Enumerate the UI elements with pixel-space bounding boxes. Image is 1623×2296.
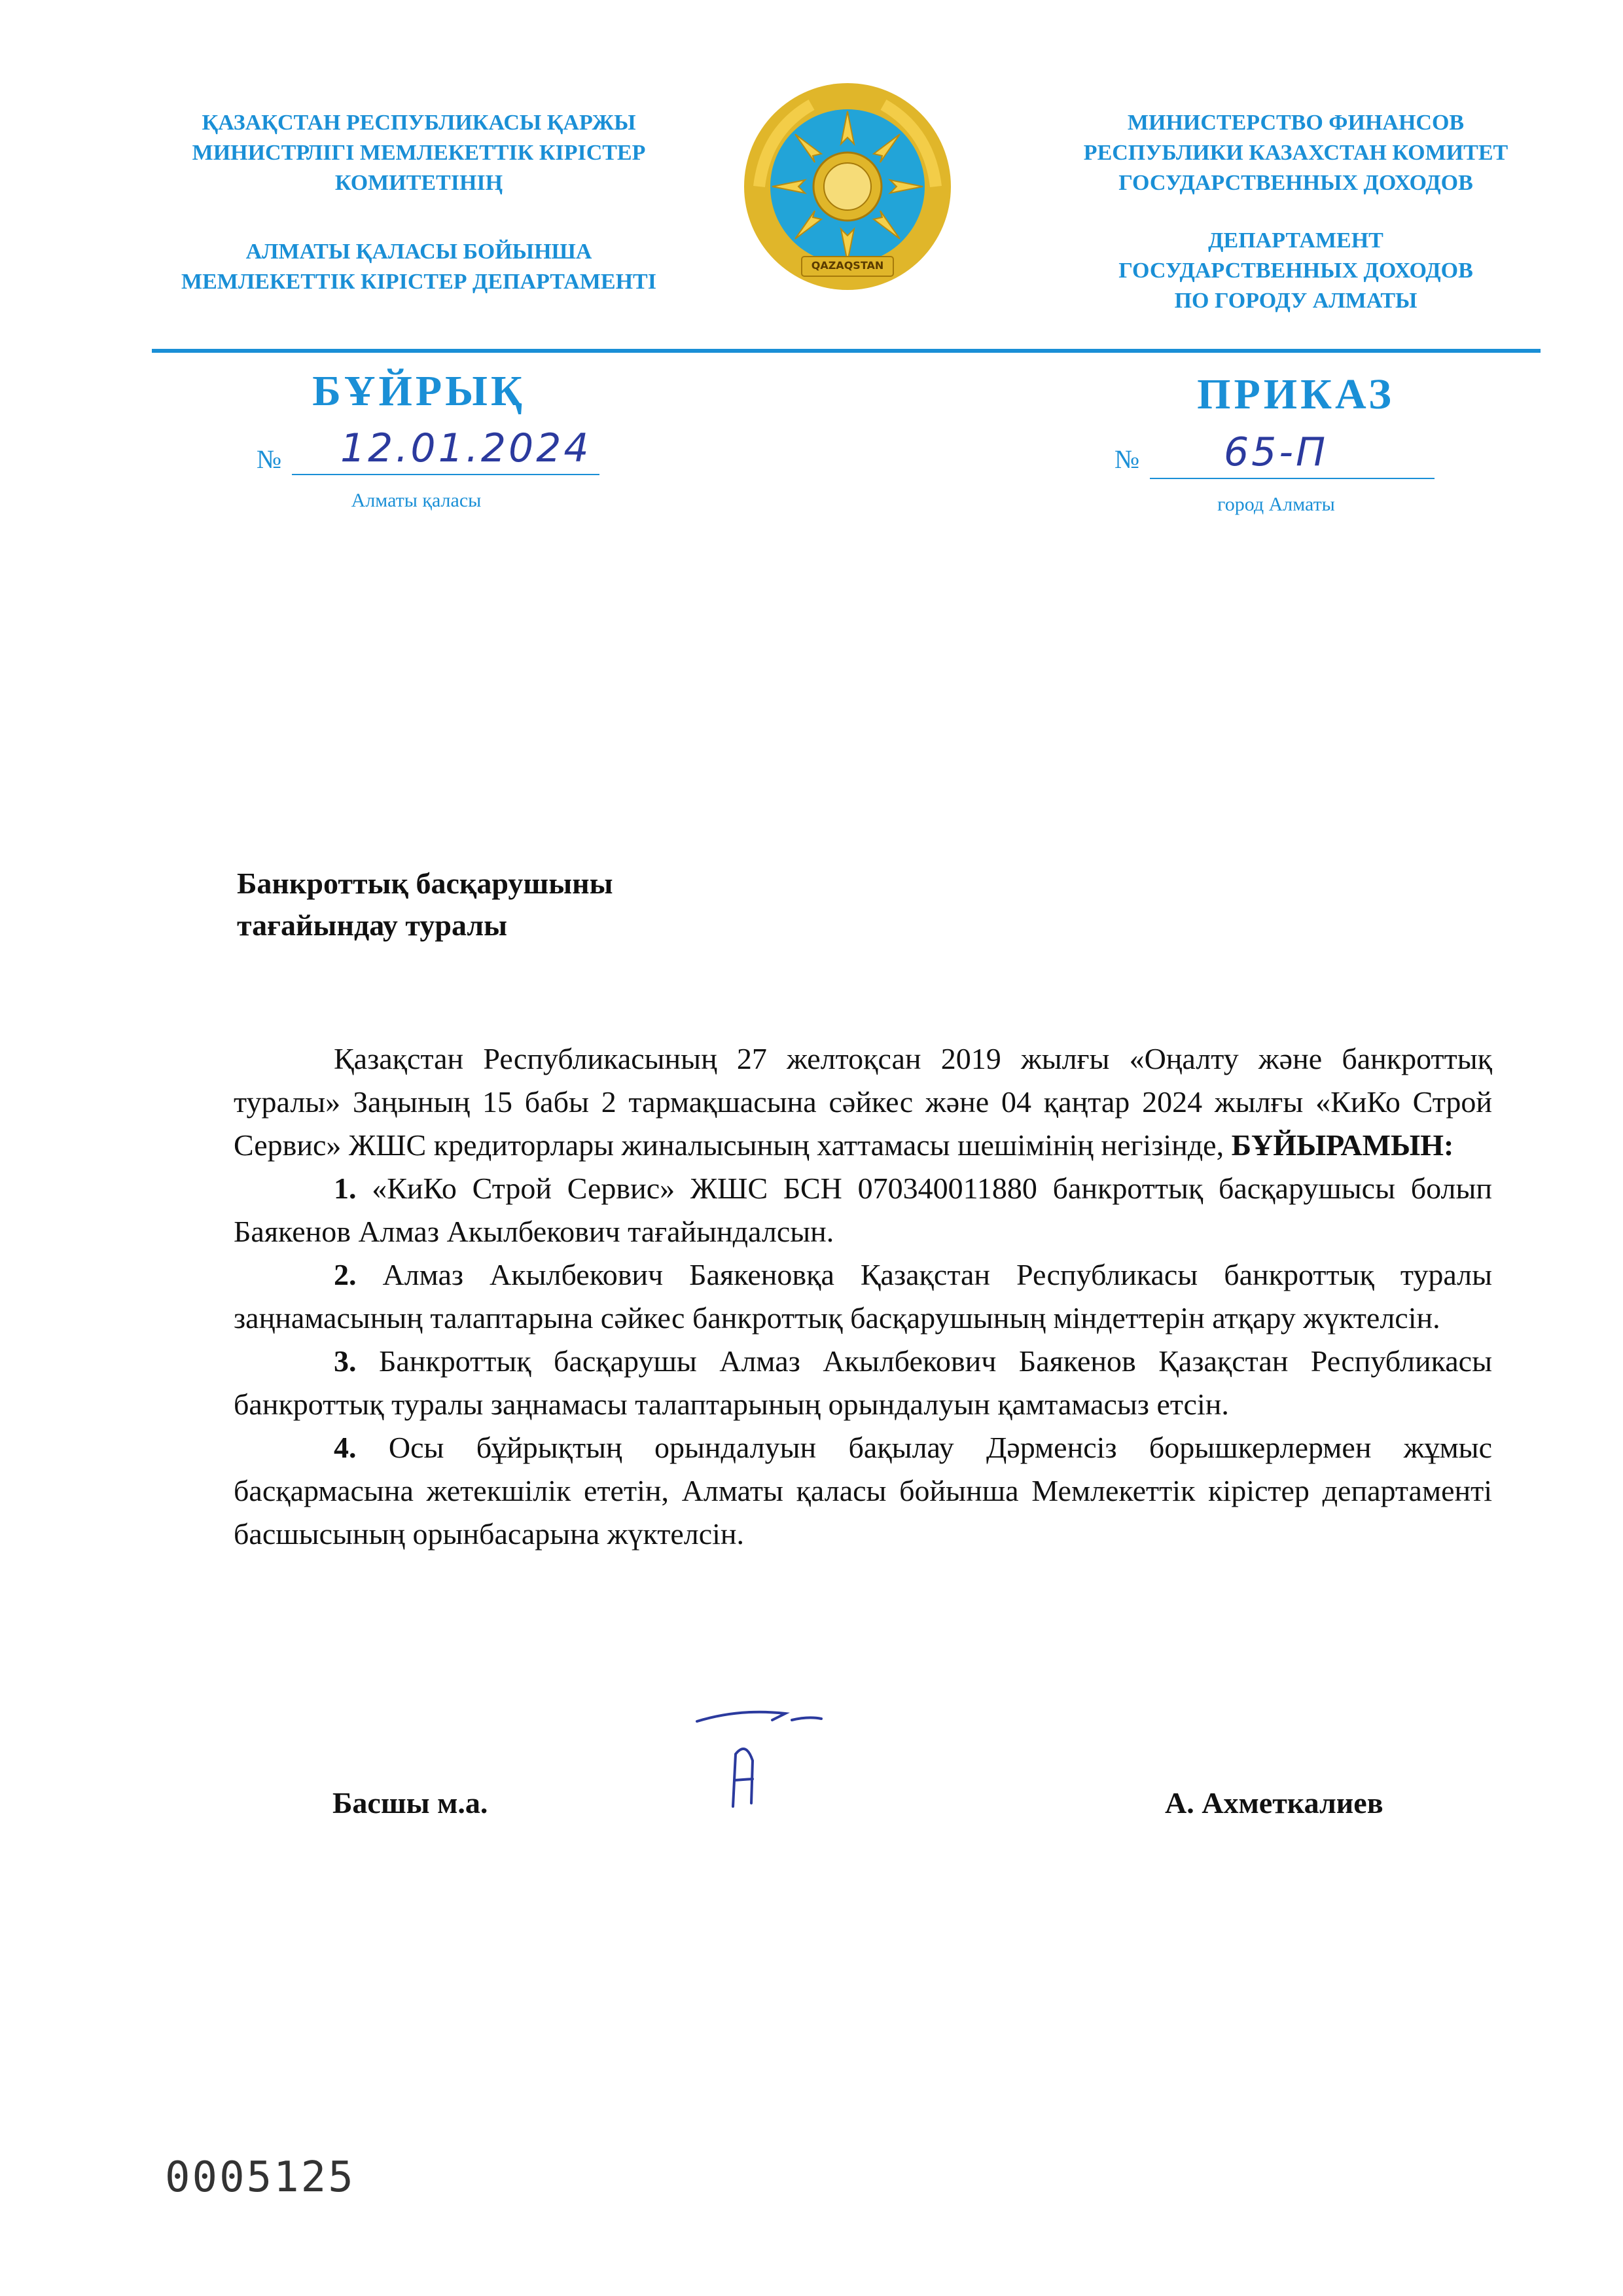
title-kz: БҰЙРЫҚ [312, 367, 526, 415]
handwritten-date: 12.01.2024 [340, 425, 592, 471]
number-line [1150, 478, 1435, 479]
state-emblem [740, 79, 955, 295]
signature-position: Басшы м.а. [332, 1786, 488, 1820]
header-right-line: ДЕПАРТАМЕНТ [1208, 228, 1383, 253]
order-item [234, 1167, 1492, 1253]
city-ru: город Алматы [1217, 493, 1335, 515]
preamble-paragraph [234, 1037, 1492, 1167]
item-number: 3. [334, 1344, 357, 1378]
header-right-department [982, 226, 1610, 316]
emblem-label: QAZAQSTAN [811, 259, 884, 272]
handwritten-initial-icon [687, 1702, 844, 1820]
item-text: «КиКо Строй Сервис» ЖШС БСН 070340011880 банкроттық басқарушысы болып Баякенов Алмаз Акылбекович тағайындалсын. [234, 1172, 1492, 1248]
item-text: Банкроттық басқарушы Алмаз Акылбекович Баякенов Қазақстан Республикасы банкроттық туралы заңнамасы талаптарының орындалуын қамтамасыз етсін. [234, 1344, 1492, 1421]
header-left-line: МИНИСТРЛІГІ МЕМЛЕКЕТТІК КІРІСТЕР [192, 141, 646, 165]
city-kz: Алматы қаласы [351, 490, 482, 511]
order-item [234, 1253, 1492, 1340]
handwritten-number: 65-П [1224, 429, 1329, 475]
header-left-line: МЕМЛЕКЕТТІК КІРІСТЕР ДЕПАРТАМЕНТІ [181, 270, 656, 294]
item-number: 4. [334, 1431, 357, 1464]
order-subject [237, 863, 613, 946]
header-right-line: ГОСУДАРСТВЕННЫХ ДОХОДОВ [1118, 171, 1473, 195]
handwritten-initial-mark [687, 1702, 844, 1820]
header-right-line: МИНИСТЕРСТВО ФИНАНСОВ [1127, 111, 1465, 135]
signature-name: А. Ахметкалиев [1165, 1786, 1383, 1820]
order-item [234, 1340, 1492, 1426]
order-item [234, 1426, 1492, 1556]
header-left-line: ҚАЗАҚСТАН РЕСПУБЛИКАСЫ ҚАРЖЫ [202, 111, 636, 135]
header-right-line: ПО ГОРОДУ АЛМАТЫ [1174, 289, 1418, 313]
header-right-line: ГОСУДАРСТВЕННЫХ ДОХОДОВ [1118, 259, 1473, 283]
header-left-committee [131, 108, 707, 198]
serial-number: 0005125 [165, 2153, 355, 2202]
header-left-department [131, 237, 707, 297]
item-text: Алмаз Акылбекович Баякеновқа Қазақстан Республикасы банкроттық туралы заңнамасының талаптарына сәйкес банкроттық басқарушының міндеттерін атқару жүктелсін. [234, 1258, 1493, 1335]
number-symbol-right: № [1115, 444, 1140, 474]
subject-line: тағайындау туралы [237, 908, 508, 942]
preamble-text: Қазақстан Республикасының 27 желтоқсан 2019 жылғы «Оңалту және банкроттық туралы» Заңының 15 бабы 2 тармақшасына сәйкес және 04 қаңтар 2024 жылғы «КиКо Строй Сервис» ЖШС кредиторлары жиналысының хаттамасы шешімінің негізінде, [234, 1042, 1492, 1162]
item-text: Осы бұйрықтың орындалуын бақылау Дәрменсіз борышкерлермен жұмыс басқармасына жетекшілік ететін, Алматы қаласы бойынша Мемлекеттік кірістер департаменті басшысының орынбасарына жүктелсін. [234, 1431, 1493, 1551]
header-right-line: РЕСПУБЛИКИ КАЗАХСТАН КОМИТЕТ [1083, 141, 1508, 165]
number-symbol-left: № [257, 444, 282, 474]
order-body [234, 1037, 1492, 1556]
date-line [292, 474, 599, 475]
header-right-ministry [982, 108, 1610, 198]
header-divider [152, 349, 1541, 353]
item-number: 1. [334, 1172, 357, 1205]
order-word: БҰЙЫРАМЫН: [1231, 1128, 1454, 1162]
header-left-line: АЛМАТЫ ҚАЛАСЫ БОЙЫНША [245, 240, 592, 264]
item-number: 2. [334, 1258, 357, 1291]
title-ru: ПРИКАЗ [1197, 370, 1395, 418]
header-left-line: КОМИТЕТІНІҢ [334, 171, 503, 195]
subject-line: Банкроттық басқарушыны [237, 867, 613, 900]
